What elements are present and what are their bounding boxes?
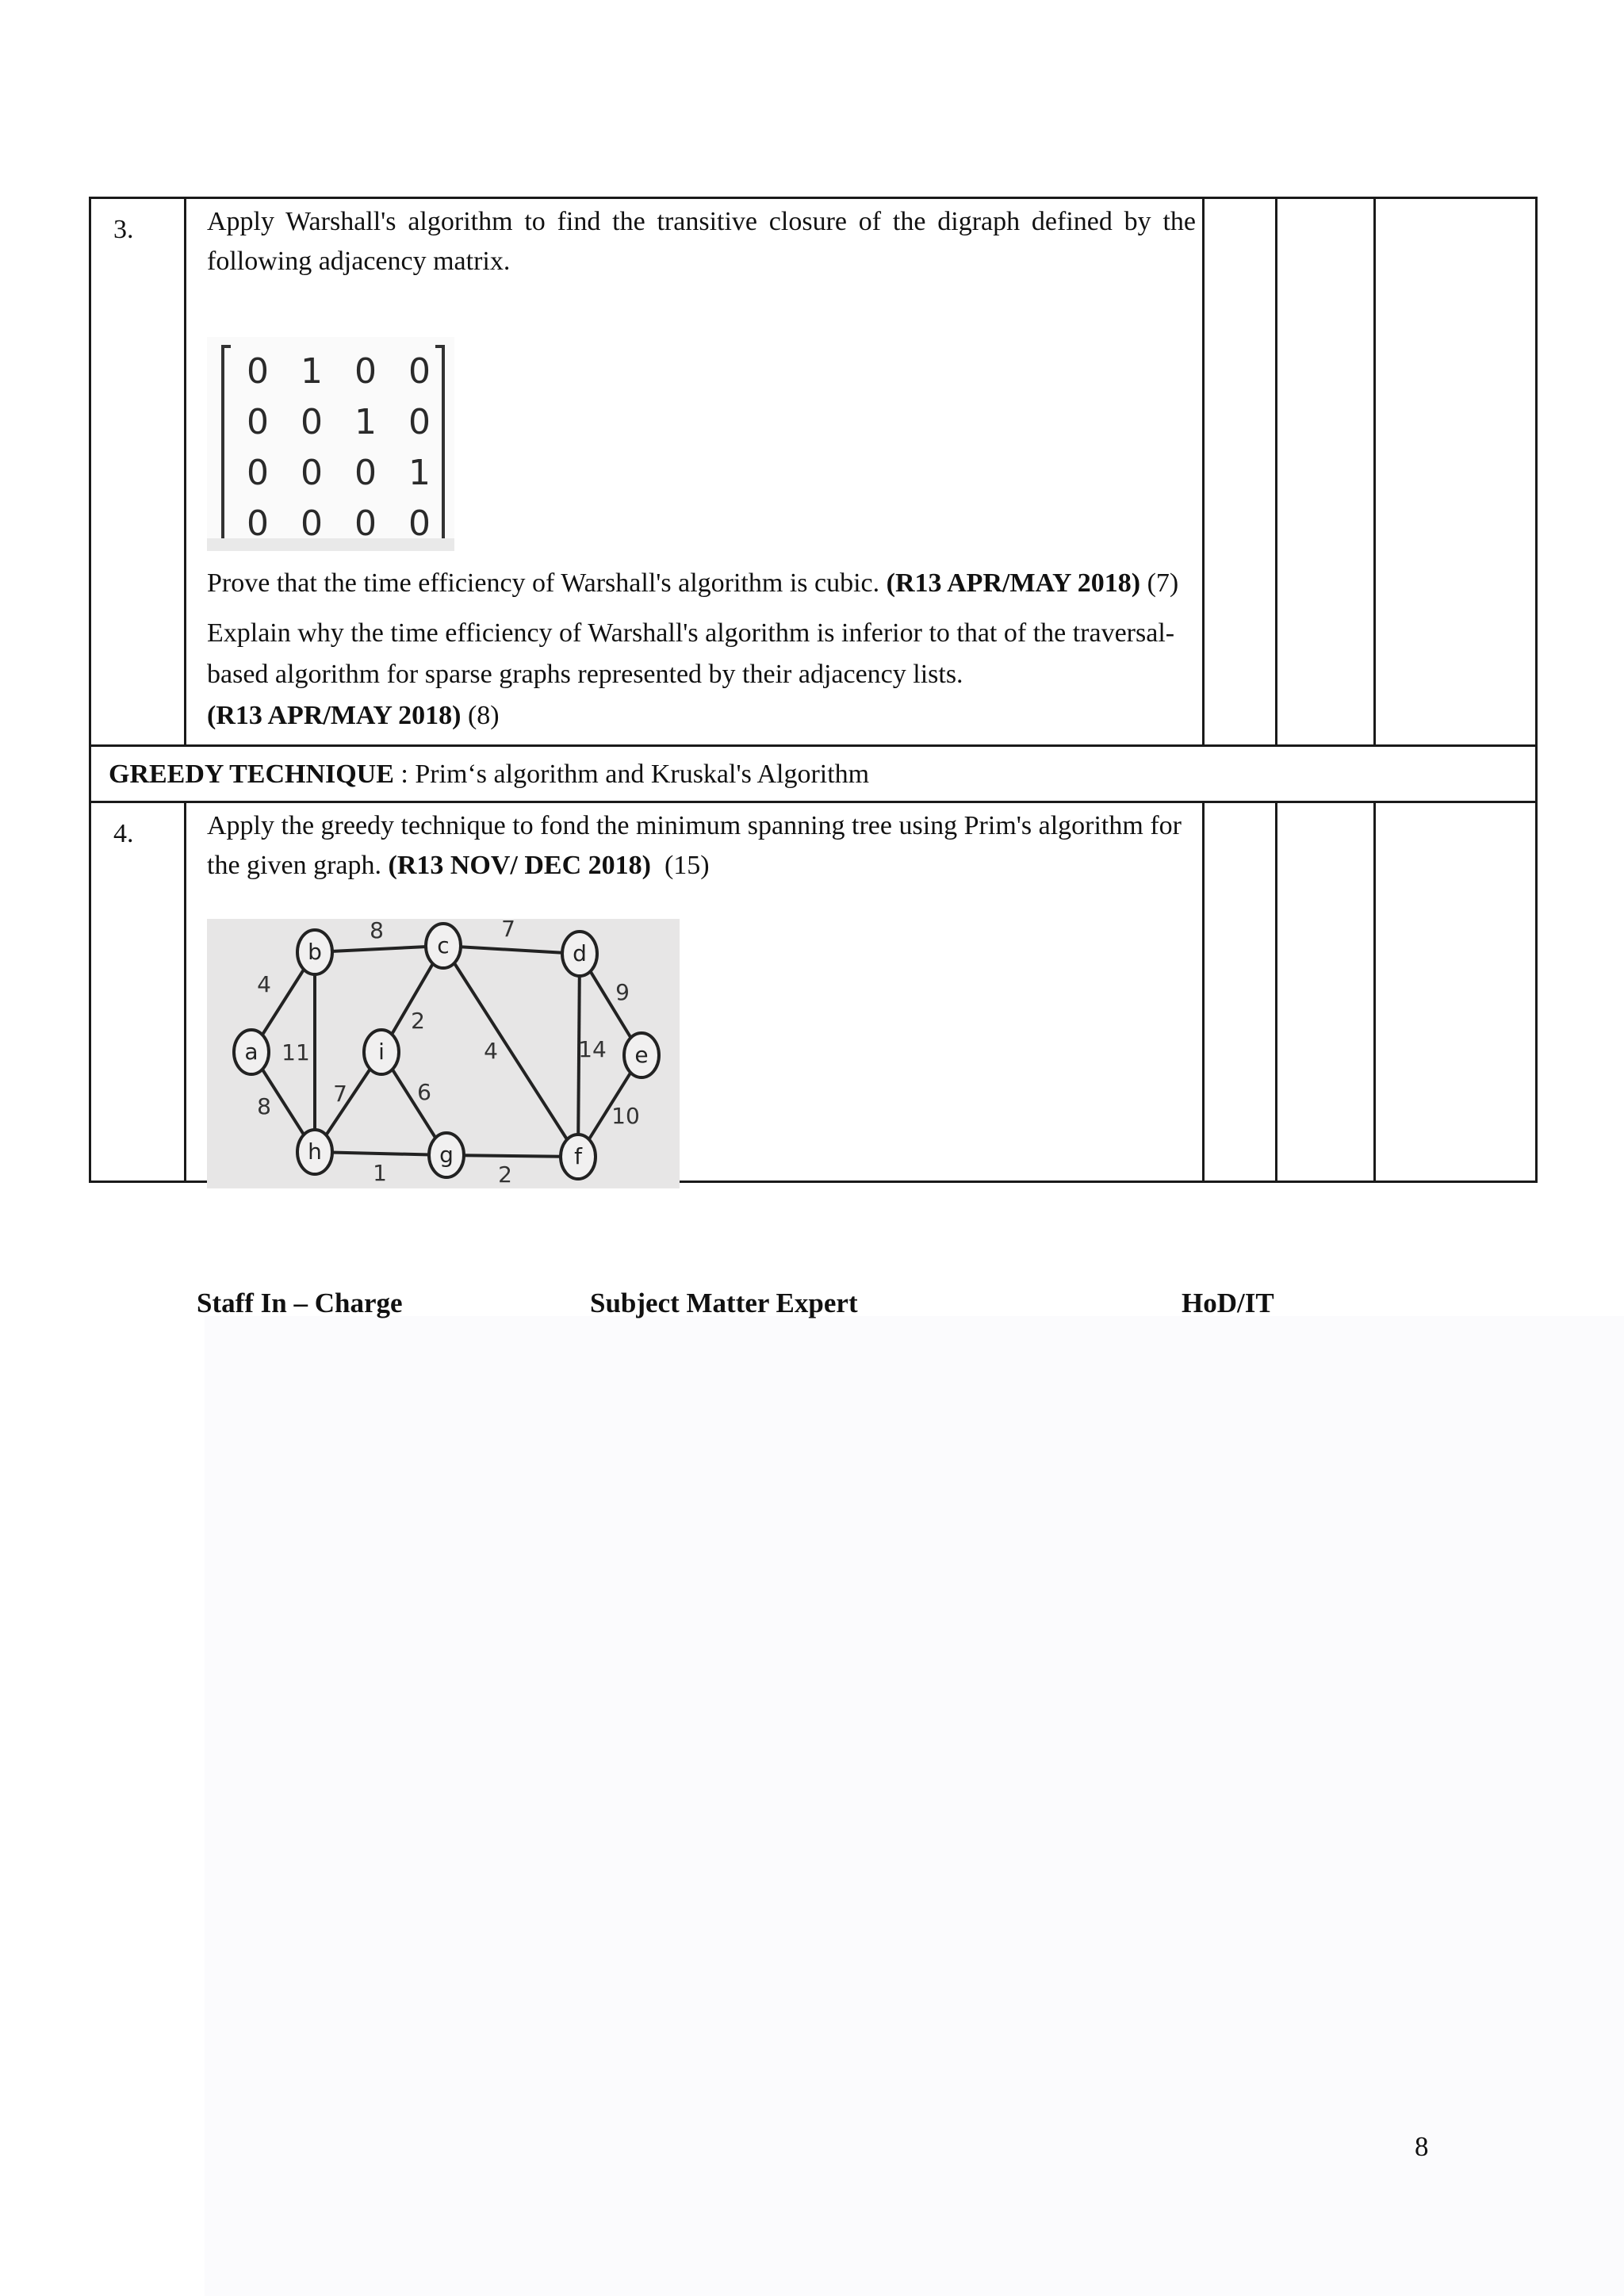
- matrix-cell: 0: [408, 402, 431, 442]
- matrix-cell: 0: [408, 503, 431, 544]
- matrix-row: [231, 399, 446, 446]
- graph-edge-weight: 14: [578, 1036, 607, 1062]
- graph-node-label: g: [439, 1142, 454, 1168]
- part-1-ref: (R13 APR/MAY 2018): [886, 568, 1141, 598]
- matrix-cell: 0: [301, 402, 323, 442]
- question-body: [186, 198, 1204, 746]
- blank-cell: [1204, 802, 1277, 1182]
- part-1-text: Prove that the time efficiency of Warshall's algorithm is cubic.: [207, 568, 880, 598]
- blank-cell: [1277, 802, 1375, 1182]
- graph-node-label: f: [574, 1143, 582, 1169]
- page-background-shade: [205, 1316, 1624, 2296]
- question-table: [89, 197, 1538, 1188]
- graph-node-label: a: [244, 1039, 259, 1065]
- question-row-3: [90, 198, 1537, 746]
- matrix-row: [231, 348, 446, 396]
- blank-cell: [1277, 198, 1375, 746]
- matrix-row: [231, 450, 446, 497]
- graph-edge-weight: 1: [373, 1160, 387, 1186]
- matrix-cell: 1: [354, 402, 377, 442]
- matrix-cell: 0: [247, 453, 269, 493]
- graph-edge-weight: 4: [257, 971, 271, 997]
- graph-edge-weight: 4: [484, 1038, 498, 1064]
- graph-edge-weight: 6: [417, 1079, 431, 1105]
- graph-edge-weight: 10: [611, 1103, 640, 1129]
- matrix-cell: 0: [247, 503, 269, 544]
- matrix-cell: 0: [247, 351, 269, 392]
- part-2-marks: (8): [467, 701, 500, 730]
- matrix-cell: 0: [354, 503, 377, 544]
- part-1-marks: (7): [1147, 568, 1179, 598]
- graph-edge-weight: 9: [615, 979, 630, 1005]
- part-1: [207, 562, 1196, 605]
- blank-cell: [1375, 802, 1537, 1182]
- matrix-cell: 1: [408, 453, 431, 493]
- signature-hod: HoD/IT: [1182, 1288, 1274, 1318]
- graph-edge-b-c: [315, 946, 443, 952]
- blank-cell: [1375, 198, 1537, 746]
- graph-edge-h-g: [315, 1152, 446, 1155]
- graph-edge-weight: 7: [501, 919, 515, 942]
- matrix-cell: 0: [354, 351, 377, 392]
- part-2-text: Explain why the time efficiency of Warshall's algorithm is inferior to that of the traversal-based algorithm for sparse graphs represented by their adjacency lists.: [207, 618, 1175, 689]
- question-text: [207, 806, 1196, 886]
- graph-node-label: e: [634, 1042, 649, 1068]
- graph-edge-g-f: [446, 1155, 578, 1157]
- section-subtitle: : Prim‘s algorithm and Kruskal's Algorithm: [400, 760, 870, 789]
- question-4-text: Apply the greedy technique to fond the minimum spanning tree using Prim's algorithm for the given graph.: [207, 811, 1182, 880]
- question-number: 4.: [90, 802, 186, 1182]
- matrix-cell: 0: [301, 453, 323, 493]
- blank-cell: [1204, 198, 1277, 746]
- matrix-row: [231, 500, 446, 548]
- graph-edge-weight: 11: [282, 1039, 310, 1066]
- question-number: 3.: [90, 198, 186, 746]
- question-4-ref: (R13 NOV/ DEC 2018): [388, 851, 651, 880]
- graph-edge-weight: 7: [333, 1081, 347, 1107]
- section-title: GREEDY TECHNIQUE: [109, 760, 394, 789]
- page-number: 8: [1415, 2131, 1429, 2162]
- graph-node-label: c: [437, 932, 450, 959]
- matrix-cell: 0: [247, 402, 269, 442]
- graph-edge-weight: 2: [498, 1161, 512, 1188]
- question-body: [186, 802, 1204, 1188]
- matrix-cell: 0: [354, 453, 377, 493]
- graph-edge-weight: 8: [370, 919, 384, 943]
- graph-edge-c-f: [443, 946, 578, 1157]
- weighted-graph-image: [207, 919, 680, 1188]
- matrix-cell: 1: [301, 351, 323, 392]
- question-intro: Apply Warshall's algorithm to find the transitive closure of the digraph defined by the following adjacency matrix.: [207, 207, 1196, 276]
- section-row: [90, 746, 1537, 802]
- graph-edge-c-d: [443, 946, 580, 954]
- matrix-cell: 0: [301, 503, 323, 544]
- graph-edge-weight: 2: [411, 1008, 425, 1034]
- question-row-4: [90, 802, 1537, 1182]
- section-heading: [90, 746, 1537, 802]
- part-2-ref: (R13 APR/MAY 2018): [207, 701, 462, 730]
- graph-edge-weight: 8: [257, 1093, 271, 1119]
- signature-subject-matter-expert: Subject Matter Expert: [590, 1288, 858, 1318]
- adjacency-matrix: [207, 337, 454, 551]
- question-4-marks: (15): [664, 851, 710, 880]
- matrix-cell: 0: [408, 351, 431, 392]
- graph-node-label: d: [573, 940, 587, 966]
- graph-node-label: b: [308, 939, 322, 965]
- signature-staff-in-charge: Staff In – Charge: [197, 1288, 403, 1318]
- graph-node-label: i: [378, 1039, 385, 1065]
- graph-node-label: h: [308, 1138, 322, 1165]
- weighted-graph: [207, 919, 680, 1188]
- part-2: [207, 613, 1196, 737]
